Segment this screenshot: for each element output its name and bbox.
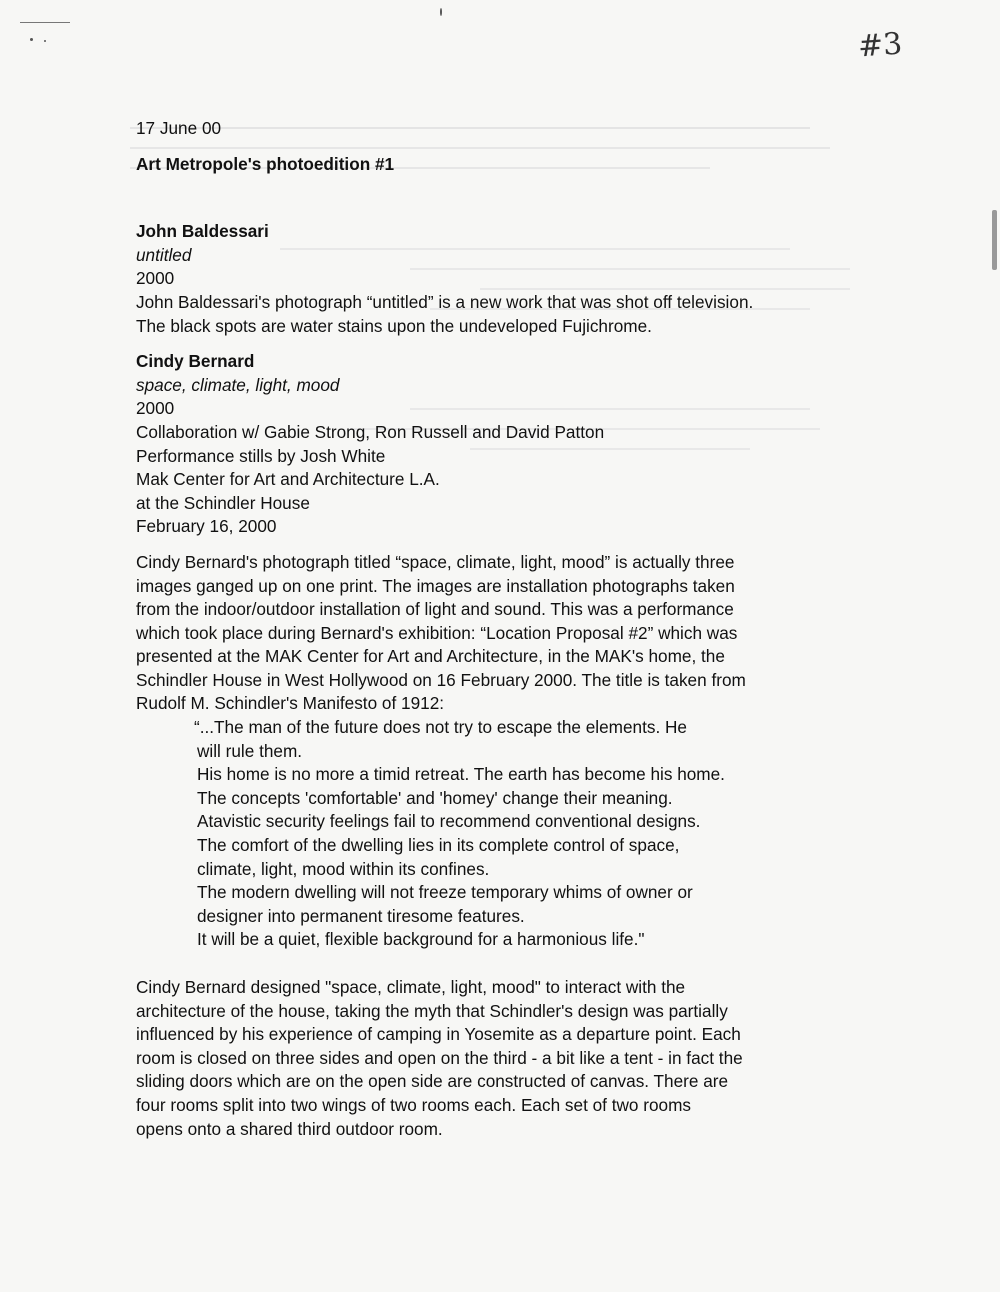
credit-line: Mak Center for Art and Architecture L.A. bbox=[136, 469, 440, 490]
quote-line: Atavistic security feelings fail to recommend conventional designs. bbox=[197, 811, 701, 832]
paragraph-line: architecture of the house, taking the myth that Schindler's design was partially bbox=[136, 1000, 728, 1021]
paragraph-line: influenced by his experience of camping in Yosemite as a departure point. Each bbox=[136, 1024, 741, 1045]
paragraph-line: Rudolf M. Schindler's Manifesto of 1912: bbox=[136, 693, 445, 714]
paragraph-line: opens onto a shared third outdoor room. bbox=[136, 1118, 443, 1139]
quote-line: It will be a quiet, flexible background for a harmonious life." bbox=[197, 929, 645, 950]
description-line: John Baldessari's photograph “untitled” is a new work that was shot off television. bbox=[136, 291, 754, 312]
credit-line: Collaboration w/ Gabie Strong, Ron Russell and David Patton bbox=[136, 421, 605, 442]
manifesto-quote bbox=[136, 716, 866, 952]
quote-line: “...The man of the future does not try to escape the elements. He bbox=[194, 717, 687, 738]
paragraph-line: which took place during Bernard's exhibition: “Location Proposal #2” which was bbox=[136, 622, 738, 643]
bernard-paragraph-1 bbox=[136, 551, 866, 716]
scan-speck bbox=[44, 40, 46, 42]
paragraph-line: four rooms split into two wings of two rooms each. Each set of two rooms bbox=[136, 1094, 692, 1115]
scan-speck bbox=[30, 38, 33, 41]
document-heading: Art Metropole's photoedition #1 bbox=[136, 153, 395, 174]
document-date: 17 June 00 bbox=[136, 118, 222, 138]
quote-line: The concepts 'comfortable' and 'homey' change their meaning. bbox=[197, 787, 673, 808]
credit-line: at the Schindler House bbox=[136, 492, 310, 513]
quote-line: will rule them. bbox=[197, 740, 303, 761]
artist-name: John Baldessari bbox=[136, 221, 269, 242]
quote-line: designer into permanent tiresome features. bbox=[197, 905, 525, 926]
bernard-paragraph-2 bbox=[136, 976, 866, 1141]
document-body bbox=[136, 117, 866, 1141]
bernard-entry bbox=[136, 350, 866, 1141]
handwritten-page-mark: #3 bbox=[856, 26, 904, 65]
credit-line: Performance stills by Josh White bbox=[136, 445, 386, 466]
scan-mark bbox=[20, 22, 70, 23]
scan-speck bbox=[440, 8, 442, 16]
paragraph-line: Cindy Bernard designed "space, climate, light, mood" to interact with the bbox=[136, 977, 686, 997]
paragraph-line: presented at the MAK Center for Art and Architecture, in the MAK's home, the bbox=[136, 646, 725, 667]
work-year: 2000 bbox=[136, 268, 175, 289]
work-title: untitled bbox=[136, 244, 192, 265]
quote-line: climate, light, mood within its confines. bbox=[197, 858, 490, 879]
scan-speck bbox=[992, 210, 997, 270]
work-title: space, climate, light, mood bbox=[136, 374, 340, 395]
description-line: The black spots are water stains upon the undeveloped Fujichrome. bbox=[136, 315, 652, 336]
paragraph-line: Schindler House in West Hollywood on 16 February 2000. The title is taken from bbox=[136, 669, 746, 690]
credit-line: February 16, 2000 bbox=[136, 516, 277, 537]
work-year: 2000 bbox=[136, 398, 175, 419]
quote-line: The comfort of the dwelling lies in its complete control of space, bbox=[197, 835, 680, 856]
paragraph-line: from the indoor/outdoor installation of light and sound. This was a performance bbox=[136, 599, 734, 620]
quote-line: The modern dwelling will not freeze temporary whims of owner or bbox=[197, 882, 693, 903]
baldessari-entry bbox=[136, 220, 866, 338]
paragraph-line: sliding doors which are on the open side are constructed of canvas. There are bbox=[136, 1071, 729, 1092]
artist-name: Cindy Bernard bbox=[136, 351, 255, 372]
quote-line: His home is no more a timid retreat. The earth has become his home. bbox=[197, 764, 725, 785]
paragraph-line: Cindy Bernard's photograph titled “space, climate, light, mood” is actually three bbox=[136, 551, 735, 572]
paragraph-line: images ganged up on one print. The images are installation photographs taken bbox=[136, 575, 735, 596]
paragraph-line: room is closed on three sides and open on the third - a bit like a tent - in fact the bbox=[136, 1047, 743, 1068]
